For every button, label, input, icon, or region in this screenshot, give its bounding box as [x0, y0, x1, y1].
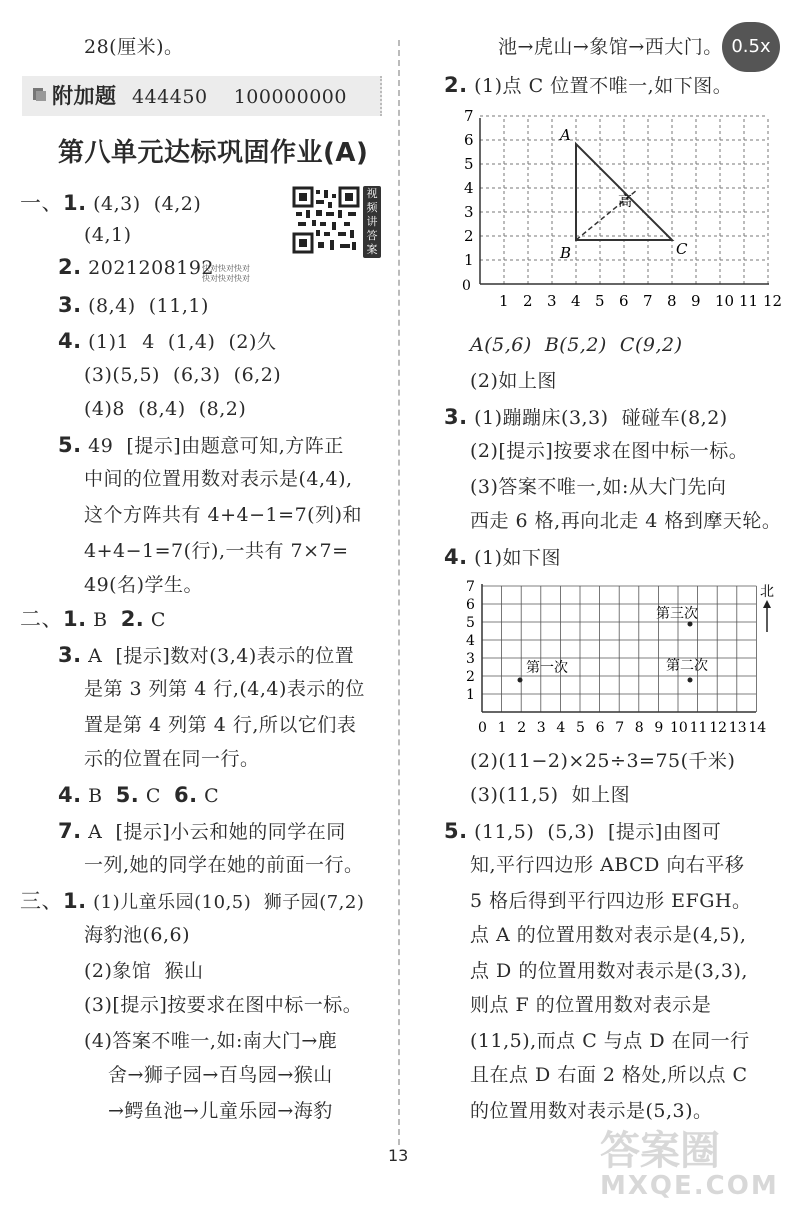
answer-line: (2)如上图 — [470, 370, 557, 392]
triangle-abc — [576, 144, 672, 240]
x-tick-label: 10 — [715, 292, 735, 310]
watermark-logo: 答案圈 MXQE.COM — [600, 1128, 779, 1201]
answer-line: 一列,她的同学在她的前面一行。 — [84, 854, 364, 876]
answer-line: 的位置用数对表示是(5,3)。 — [470, 1100, 713, 1122]
answer-line: 2. 2021208192 — [58, 255, 215, 279]
y-tick-label: 3 — [464, 203, 474, 221]
x-tick-label: 12 — [709, 720, 728, 736]
x-tick-label: 1 — [499, 292, 509, 310]
x-tick-label: 11 — [739, 292, 759, 310]
answer-line: 这个方阵共有 4+4−1=7(列)和 — [84, 504, 362, 526]
answer-line: 2. (1)点 C 位置不唯一,如下图。 — [444, 73, 733, 97]
y-tick-label: 6 — [464, 131, 474, 149]
answer-line: 则点 F 的位置用数对表示是 — [470, 994, 712, 1016]
x-tick-label: 2 — [517, 720, 527, 736]
third-position-point — [688, 622, 693, 627]
extra-question-answers: 444450 100000000 — [132, 86, 347, 108]
y-tick-label: 7 — [466, 579, 475, 595]
x-tick-label: 14 — [748, 720, 767, 736]
answer-line: (4,1) — [84, 224, 132, 246]
answer-line: (4)8 (8,4) (8,2) — [84, 398, 247, 420]
answer-line: (2)象馆 猴山 — [84, 960, 204, 982]
answer-line: 4+4−1=7(行),一共有 7×7= — [84, 540, 349, 562]
answer-line: 中间的位置用数对表示是(4,4), — [84, 468, 353, 490]
x-tick-label: 7 — [643, 292, 653, 310]
answer-line: 5 格后得到平行四边形 EFGH。 — [470, 890, 752, 912]
north-label: 北 — [760, 584, 774, 600]
text-line: 28(厘米)。 — [84, 36, 184, 58]
answer-line: 示的位置在同一行。 — [84, 748, 260, 770]
answer-line: 海豹池(6,6) — [84, 924, 191, 946]
answer-line: 置是第 4 列第 4 行,所以它们表 — [84, 714, 357, 736]
answer-line: 二、1. B 2. C — [20, 607, 166, 631]
answer-line: 一、1. (4,3) (4,2) — [20, 191, 202, 215]
answer-line: 3. A [提示]数对(3,4)表示的位置 — [58, 643, 355, 667]
x-tick-label: 9 — [691, 292, 701, 310]
y-tick-label: 6 — [466, 597, 475, 613]
answer-line: 三、1. (1)儿童乐园(10,5) 狮子园(7,2) — [20, 889, 365, 913]
y-tick-label: 2 — [466, 669, 475, 685]
answer-line: 知,平行四边形 ABCD 向右平移 — [470, 854, 745, 876]
y-tick-label: 5 — [466, 615, 475, 631]
x-tick-label: 6 — [595, 720, 605, 736]
y-tick-label: 4 — [466, 633, 475, 649]
answer-line: 池→虎山→象馆→西大门。 — [498, 36, 723, 58]
x-tick-label: 10 — [670, 720, 688, 736]
answer-line: 7. A [提示]小云和她的同学在同 — [58, 819, 346, 843]
answer-line: →鳄鱼池→儿童乐园→海豹 — [108, 1100, 333, 1122]
answer-line: 3. (1)蹦蹦床(3,3) 碰碰车(8,2) — [444, 405, 728, 429]
answer-line: 3. (8,4) (11,1) — [58, 293, 209, 317]
origin-label: 0 — [462, 278, 471, 294]
x-tick-label: 7 — [615, 720, 625, 736]
x-tick-label: 0 — [478, 720, 487, 736]
answer-line: (3)答案不唯一,如:从大门先向 — [470, 476, 727, 498]
north-arrowhead-icon — [763, 600, 771, 608]
answer-line: 4. (1)1 4 (1,4) (2)久 — [58, 329, 277, 353]
x-tick-label: 2 — [523, 292, 533, 310]
x-tick-label: 3 — [536, 720, 546, 736]
x-tick-label: 5 — [576, 720, 585, 736]
page-number: 13 — [388, 1146, 409, 1165]
answer-line: (2)(11−2)×25÷3=75(千米) — [470, 750, 736, 772]
answer-line: 4. B 5. C 6. C — [58, 783, 220, 807]
video-answer-label[interactable]: 视频讲答案 — [363, 186, 381, 258]
first-label: 第一次 — [526, 660, 568, 676]
answer-line: (11,5),而点 C 与点 D 在同一行 — [470, 1030, 750, 1052]
y-tick-label: 2 — [464, 227, 474, 245]
answer-line: 点 D 的位置用数对表示是(3,3), — [470, 960, 748, 982]
answer-line: 5. 49 [提示]由题意可知,方阵正 — [58, 433, 344, 457]
book-icon — [32, 86, 48, 102]
answer-line: 5. (11,5) (5,3) [提示]由图可 — [444, 819, 722, 843]
x-tick-label: 8 — [634, 720, 644, 736]
answer-line: 且在点 D 右面 2 格处,所以点 C — [470, 1064, 748, 1086]
answer-line: (3)(11,5) 如上图 — [470, 784, 631, 806]
answer-line: 西走 6 格,再向北走 4 格到摩天轮。 — [470, 510, 782, 532]
y-tick-label: 1 — [464, 251, 474, 269]
point-a-label: A — [560, 126, 571, 144]
extra-question-label: 附加题 — [52, 84, 117, 108]
answer-line: (2)[提示]按要求在图中标一标。 — [470, 440, 749, 462]
column-divider — [398, 40, 400, 1145]
height-label: 高 — [618, 194, 632, 210]
answer-line: 49(名)学生。 — [84, 574, 204, 596]
third-label: 第三次 — [656, 606, 698, 622]
y-tick-label: 4 — [464, 179, 474, 197]
y-tick-label: 7 — [464, 110, 474, 125]
x-tick-label: 1 — [497, 720, 507, 736]
answer-line: (3)(5,5) (6,3) (6,2) — [84, 364, 282, 386]
x-tick-label: 13 — [728, 720, 747, 736]
qr-code-icon[interactable] — [292, 186, 360, 254]
y-tick-label: 5 — [464, 155, 474, 173]
coordinate-grid-triangle — [450, 110, 790, 310]
answer-line: 舍→狮子园→百鸟园→猴山 — [108, 1064, 333, 1086]
y-tick-label: 3 — [466, 651, 475, 667]
x-tick-label: 4 — [556, 720, 566, 736]
point-c-label: C — [676, 240, 688, 258]
answer-line: 点 A 的位置用数对表示是(4,5), — [470, 924, 747, 946]
unit-title: 第八单元达标巩固作业(A) — [58, 138, 369, 168]
x-tick-label: 9 — [654, 720, 664, 736]
answer-line: (3)[提示]按要求在图中标一标。 — [84, 994, 363, 1016]
x-tick-label: 5 — [595, 292, 605, 310]
answer-line: (4)答案不唯一,如:南大门→鹿 — [84, 1030, 338, 1052]
x-tick-label: 11 — [689, 720, 708, 736]
playback-speed-badge[interactable]: 0.5x — [722, 22, 780, 72]
y-tick-label: 1 — [466, 687, 475, 703]
x-tick-label: 8 — [667, 292, 677, 310]
x-tick-label: 6 — [619, 292, 629, 310]
answer-line: 是第 3 列第 4 行,(4,4)表示的位 — [84, 678, 365, 700]
second-position-point — [688, 678, 693, 683]
x-tick-label: 4 — [571, 292, 581, 310]
x-tick-label: 12 — [763, 292, 783, 310]
answer-line: A(5,6) B(5,2) C(9,2) — [470, 334, 683, 356]
answer-line: 4. (1)如下图 — [444, 545, 562, 569]
second-label: 第二次 — [666, 658, 708, 674]
qr-caption: 快对快对快对 快对快对快对 — [202, 264, 250, 283]
first-position-point — [518, 678, 523, 683]
coordinate-grid-positions — [456, 576, 792, 742]
point-b-label: B — [560, 244, 572, 262]
x-tick-label: 3 — [547, 292, 557, 310]
